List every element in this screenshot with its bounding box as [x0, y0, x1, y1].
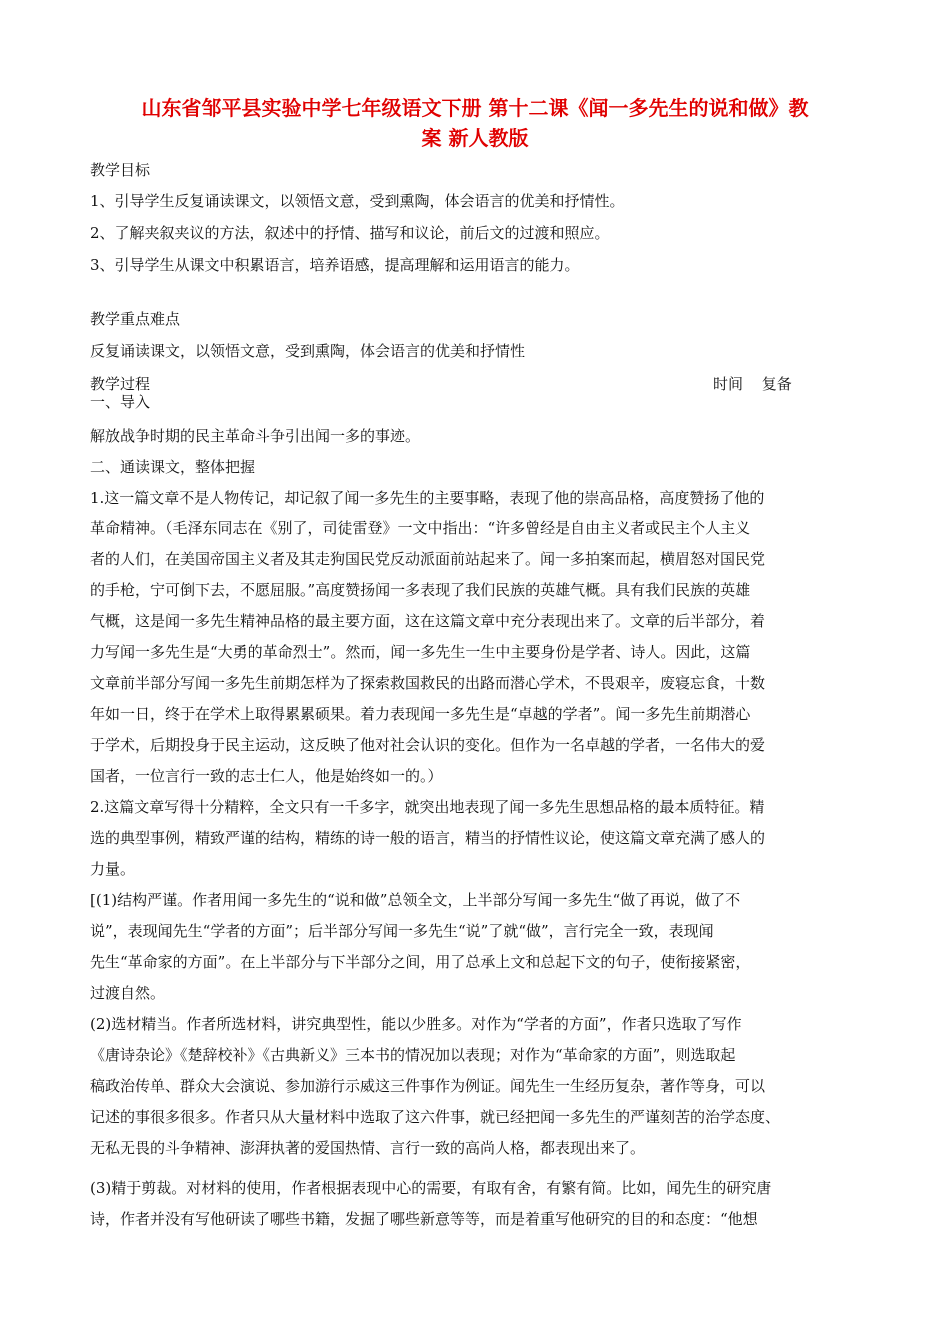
intro-text: 解放战争时期的民主革命斗争引出闻一多的事迹。 — [90, 427, 421, 445]
body-line: 革命精神。（毛泽东同志在《别了，司徒雷登》一文中指出：“许多曾经是自由主义者或民主个人主义 — [90, 519, 751, 537]
keypoints-heading: 教学重点难点 — [90, 310, 181, 328]
review-label: 复备 — [761, 375, 792, 393]
body-line: 选的典型事例，精致严谨的结构，精练的诗一般的语言，精当的抒情性议论，使这篇文章充满了感人的 — [90, 829, 766, 847]
body-line: 先生“革命家的方面”。在上半部分与下半部分之间，用了总承上文和总起下文的句子，使衔接紧密， — [90, 953, 751, 971]
body-line: 气概，这是闻一多先生精神品格的最主要方面，这在这篇文章中充分表现出来了。文章的后半部分，着 — [90, 612, 766, 630]
body-line: 说”，表现闻先生“学者的方面”；后半部分写闻一多先生“说”了就“做”，言行完全一致，表现闻 — [90, 922, 714, 940]
keypoints-text: 反复诵读课文，以领悟文意，受到熏陶，体会语言的优美和抒情性 — [90, 342, 526, 360]
body-line: 过渡自然。 — [90, 984, 166, 1002]
time-label: 时间 — [713, 375, 744, 393]
document-title-line-2: 案 新人教版 — [421, 126, 529, 150]
read-heading: 二、通读课文，整体把握 — [90, 458, 256, 476]
body-line: 力写闻一多先生是“大勇的革命烈士”。然而，闻一多先生一生中主要身份是学者、诗人。因此，这篇 — [90, 643, 751, 661]
goals-heading: 教学目标 — [90, 161, 151, 179]
body-line: [(1)结构严谨。作者用闻一多先生的“说和做”总领全文，上半部分写闻一多先生“做了再说，做了不 — [90, 891, 741, 909]
document-title-line-1: 山东省邹平县实验中学七年级语文下册 第十二课《闻一多先生的说和做》教 — [141, 96, 809, 120]
body-line: 2.这篇文章写得十分精粹，全文只有一千多字，就突出地表现了闻一多先生思想品格的最本质特征。精 — [90, 798, 765, 816]
body-line: 1.这一篇文章不是人物传记，却记叙了闻一多先生的主要事略，表现了他的崇高品格，高度赞扬了他的 — [90, 489, 765, 507]
body-line: 文章前半部分写闻一多先生前期怎样为了探索救国救民的出路而潜心学术，不畏艰辛，废寝忘食，十数 — [90, 674, 766, 692]
body-line: 于学术，后期投身于民主运动，这反映了他对社会认识的变化。但作为一名卓越的学者，一名伟大的爱 — [90, 736, 766, 754]
body-line: (3)精于剪裁。对材料的使用，作者根据表现中心的需要，有取有舍，有繁有简。比如，闻先生的研究唐 — [90, 1179, 772, 1197]
goal-item: 2、了解夹叙夹议的方法，叙述中的抒情、描写和议论，前后文的过渡和照应。 — [90, 224, 610, 242]
body-line: 年如一日，终于在学术上取得累累硕果。着力表现闻一多先生是“卓越的学者”。闻一多先生前期潜心 — [90, 705, 751, 723]
body-line: 稿政治传单、群众大会演说、参加游行示威这三件事作为例证。闻先生一生经历复杂，著作等身，可以 — [90, 1077, 766, 1095]
body-line: 力量。 — [90, 860, 136, 878]
body-line: 《唐诗杂论》《楚辞校补》《古典新义》三本书的情况加以表现；对作为“革命家的方面”，则选取起 — [90, 1046, 736, 1064]
body-line: 的手枪，宁可倒下去，不愿屈服。”高度赞扬闻一多表现了我们民族的英雄气概。具有我们民族的英雄 — [90, 581, 751, 599]
body-line: 记述的事很多很多。作者只从大量材料中选取了这六件事，就已经把闻一多先生的严谨刻苦的治学态度、 — [90, 1108, 781, 1126]
intro-heading: 一、导入 — [90, 393, 151, 411]
process-heading: 教学过程 — [90, 375, 151, 393]
body-line: 诗，作者并没有写他研读了哪些书籍，发掘了哪些新意等等，而是着重写他研究的目的和态度：“他想 — [90, 1210, 758, 1228]
body-line: 无私无畏的斗争精神、澎湃执著的爱国热情、言行一致的高尚人格，都表现出来了。 — [90, 1139, 646, 1157]
body-line: 国者，一位言行一致的志士仁人，他是始终如一的。） — [90, 767, 443, 785]
body-line: (2)选材精当。作者所选材料，讲究典型性，能以少胜多。对作为“学者的方面”，作者只选取了写作 — [90, 1015, 742, 1033]
goal-item: 1、引导学生反复诵读课文，以领悟文意，受到熏陶，体会语言的优美和抒情性。 — [90, 192, 625, 210]
body-line: 者的人们，在美国帝国主义者及其走狗国民党反动派面前站起来了。闻一多拍案而起，横眉怒对国民党 — [90, 550, 766, 568]
margin-labels — [713, 374, 806, 394]
goal-item: 3、引导学生从课文中积累语言，培养语感，提高理解和运用语言的能力。 — [90, 256, 580, 274]
